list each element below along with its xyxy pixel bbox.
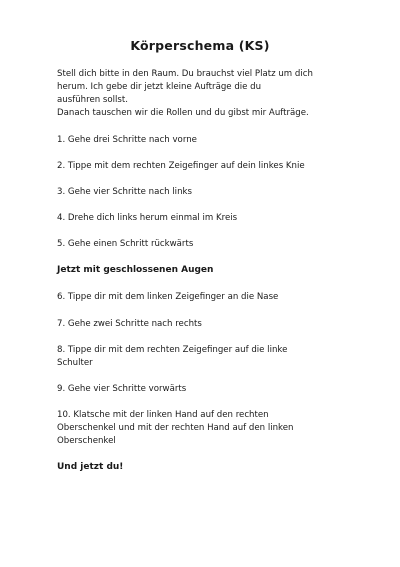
- step-7: 7. Gehe zwei Schritte nach rechts: [57, 319, 202, 329]
- intro-line: herum. Ich gebe dir jetzt kleine Aufträge die du: [57, 82, 262, 92]
- step-2: 2. Tippe mit dem rechten Zeigefinger auf dein linkes Knie: [57, 161, 305, 171]
- step-8-line: 8. Tippe dir mit dem rechten Zeigefinger auf die linke: [57, 345, 288, 355]
- step-10-line: 10. Klatsche mit der linken Hand auf den rechten: [57, 410, 269, 420]
- step-8-line: Schulter: [57, 358, 93, 368]
- closed-eyes-heading: Jetzt mit geschlossenen Augen: [57, 265, 214, 275]
- step-8: [57, 344, 357, 370]
- step-9: 9. Gehe vier Schritte vorwärts: [57, 384, 187, 394]
- step-10: [57, 409, 357, 448]
- step-10-line: Oberschenkel: [57, 436, 116, 446]
- step-5: 5. Gehe einen Schritt rückwärts: [57, 239, 194, 249]
- intro-paragraph: [57, 68, 357, 120]
- intro-line: Stell dich bitte in den Raum. Du brauchst viel Platz um dich: [57, 69, 313, 79]
- step-4: 4. Drehe dich links herum einmal im Kreis: [57, 213, 238, 223]
- step-10-line: Oberschenkel und mit der rechten Hand auf den linken: [57, 423, 294, 433]
- intro-line: ausführen sollst.: [57, 95, 129, 105]
- closing-line: Und jetzt du!: [57, 462, 124, 472]
- step-3: 3. Gehe vier Schritte nach links: [57, 187, 192, 197]
- document-title: Körperschema (KS): [130, 38, 270, 53]
- step-1: 1. Gehe drei Schritte nach vorne: [57, 135, 197, 145]
- intro-line: Danach tauschen wir die Rollen und du gibst mir Aufträge.: [57, 108, 309, 118]
- step-6: 6. Tippe dir mit dem linken Zeigefinger an die Nase: [57, 292, 279, 302]
